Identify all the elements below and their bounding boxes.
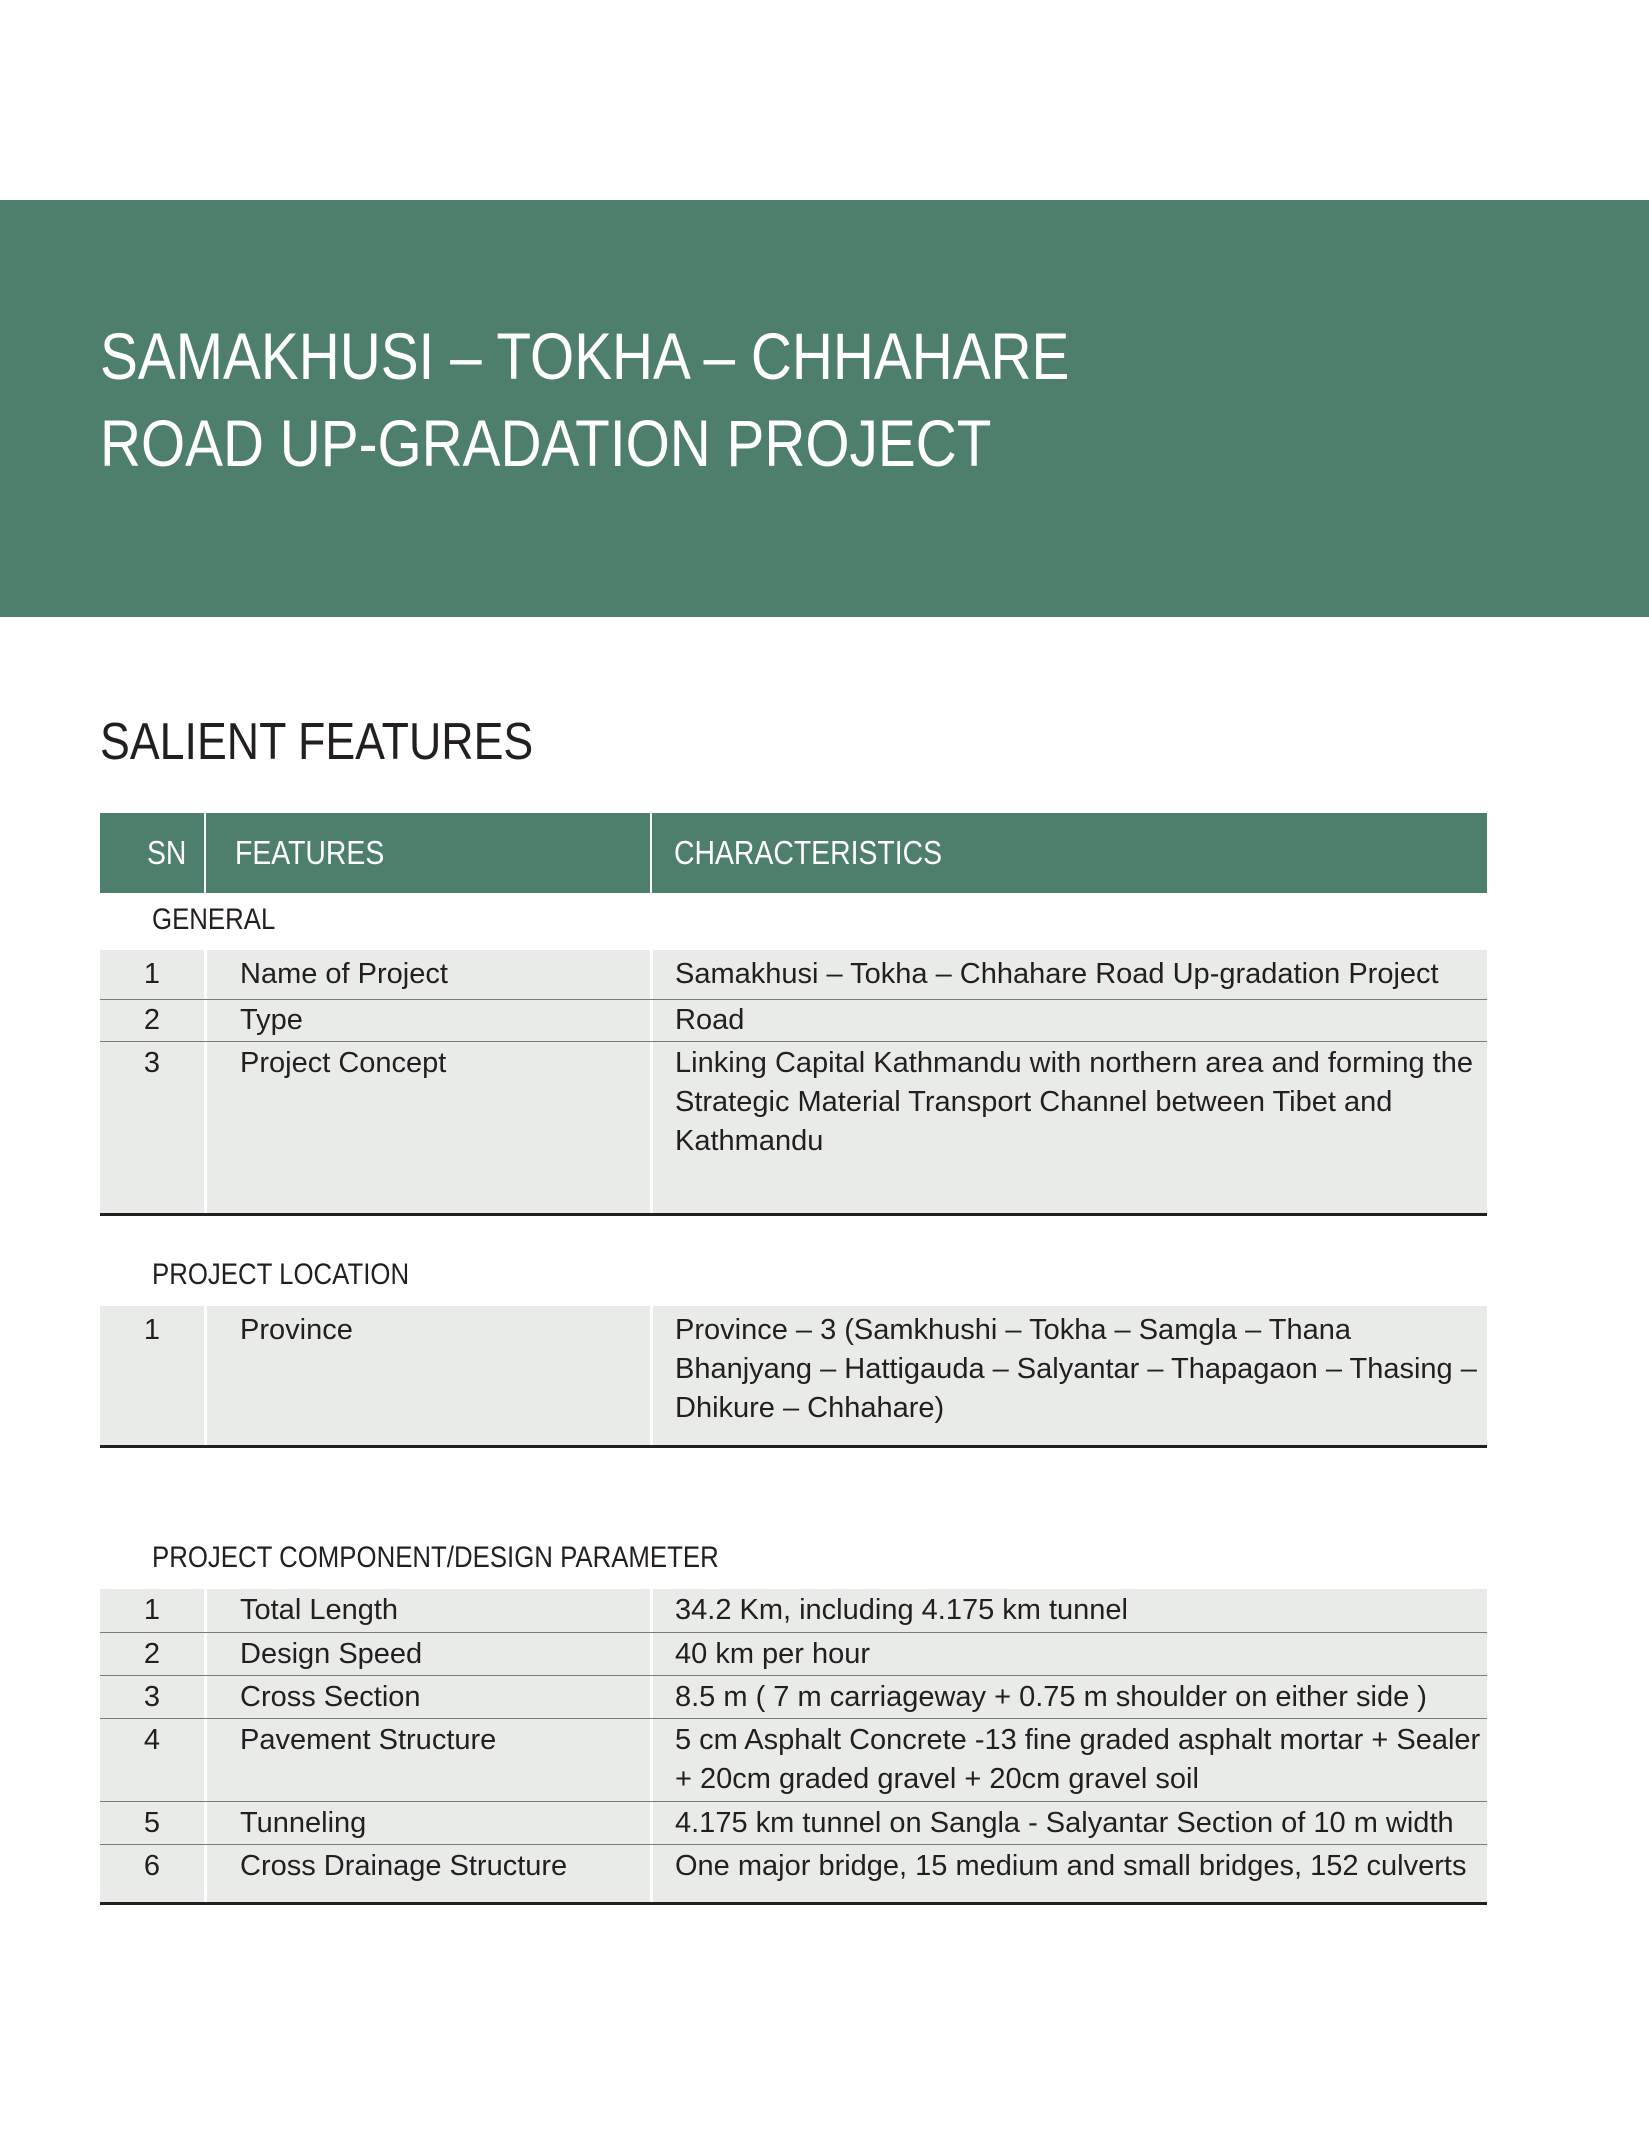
cell-sn: 2	[143, 1638, 161, 1670]
cell-feature: Total Length	[240, 1594, 399, 1626]
cell-feature: Design Speed	[240, 1638, 423, 1670]
section-heading: SALIENT FEATURES	[100, 713, 534, 771]
cell-feature: Cross Section	[240, 1681, 421, 1713]
column-separator	[650, 950, 653, 999]
cell-characteristic: 40 km per hour	[675, 1638, 871, 1670]
table-row	[100, 1845, 1487, 1905]
cell-feature: Name of Project	[240, 958, 448, 990]
column-separator	[204, 1719, 207, 1801]
cell-sn: 2	[143, 1004, 161, 1036]
table-group-general	[100, 950, 1487, 1216]
cell-characteristic: Linking Capital Kathmandu with northern area and forming the Strategic Material Transport Channel between Tibet and Kathmandu	[675, 1047, 1473, 1157]
cell-sn: 6	[143, 1850, 161, 1882]
table-row	[100, 950, 1487, 1000]
table-row	[100, 1306, 1487, 1448]
cell-sn: 3	[143, 1047, 161, 1079]
header-features: FEATURES	[235, 834, 385, 871]
cell-sn: 3	[143, 1681, 161, 1713]
column-separator	[204, 1306, 207, 1445]
cell-characteristic: 34.2 Km, including 4.175 km tunnel	[675, 1594, 1128, 1626]
column-separator	[650, 1306, 653, 1445]
column-separator	[650, 1589, 653, 1632]
cell-characteristic: 8.5 m ( 7 m carriageway + 0.75 m shoulder on either side )	[675, 1681, 1427, 1713]
table-group-project-component	[100, 1589, 1487, 1905]
cell-characteristic: 4.175 km tunnel on Sangla - Salyantar Section of 10 m width	[675, 1807, 1454, 1839]
header-characteristics: CHARACTERISTICS	[674, 834, 943, 871]
cell-characteristic: Province – 3 (Samkhushi – Tokha – Samgla – Thana Bhanjyang – Hattigauda – Salyantar – Thapagaon – Thasing – Dhikure – Chhahare)	[675, 1314, 1477, 1424]
cell-feature: Project Concept	[240, 1047, 447, 1079]
header-divider	[204, 813, 206, 893]
column-separator	[204, 1676, 207, 1718]
cell-characteristic: 5 cm Asphalt Concrete -13 fine graded asphalt mortar + Sealer + 20cm graded gravel + 20cm gravel soil	[675, 1724, 1481, 1795]
cell-characteristic: One major bridge, 15 medium and small bridges, 152 culverts	[675, 1850, 1467, 1882]
column-separator	[204, 1000, 207, 1041]
column-separator	[204, 1633, 207, 1675]
group-label-project-location: PROJECT LOCATION	[152, 1258, 410, 1291]
cell-sn: 1	[143, 1594, 161, 1626]
header-divider	[650, 813, 652, 893]
table-row	[100, 1589, 1487, 1633]
cell-sn: 1	[143, 958, 161, 990]
column-separator	[650, 1633, 653, 1675]
column-separator	[650, 1676, 653, 1718]
cell-feature: Cross Drainage Structure	[240, 1850, 568, 1882]
table-row	[100, 1676, 1487, 1719]
cell-feature: Pavement Structure	[240, 1724, 497, 1756]
cell-characteristic: Road	[675, 1004, 745, 1036]
table-row	[100, 1000, 1487, 1042]
table-row	[100, 1633, 1487, 1676]
table-row	[100, 1802, 1487, 1845]
table-header	[100, 813, 1487, 893]
column-separator	[650, 1042, 653, 1213]
cell-feature: Tunneling	[240, 1807, 367, 1839]
column-separator	[204, 1845, 207, 1902]
project-title-line-2: ROAD UP-GRADATION PROJECT	[100, 406, 992, 480]
column-separator	[204, 950, 207, 999]
table-row	[100, 1042, 1487, 1216]
group-label-general: GENERAL	[152, 903, 276, 936]
column-separator	[204, 1589, 207, 1632]
column-separator	[204, 1042, 207, 1213]
column-separator	[650, 1845, 653, 1902]
table-row	[100, 1719, 1487, 1802]
cell-feature: Province	[240, 1314, 353, 1346]
column-separator	[650, 1719, 653, 1801]
cell-sn: 1	[143, 1314, 161, 1346]
table-group-project-location	[100, 1306, 1487, 1448]
group-label-project-component: PROJECT COMPONENT/DESIGN PARAMETER	[152, 1541, 719, 1574]
project-title-line-1: SAMAKHUSI – TOKHA – CHHAHARE	[100, 319, 1070, 393]
column-separator	[650, 1802, 653, 1844]
cell-sn: 5	[143, 1807, 161, 1839]
header-sn: SN	[147, 834, 187, 871]
column-separator	[650, 1000, 653, 1041]
column-separator	[204, 1802, 207, 1844]
cell-feature: Type	[240, 1004, 303, 1036]
project-title	[100, 313, 1069, 487]
cell-sn: 4	[143, 1724, 161, 1756]
cell-characteristic: Samakhusi – Tokha – Chhahare Road Up-gradation Project	[675, 958, 1439, 990]
